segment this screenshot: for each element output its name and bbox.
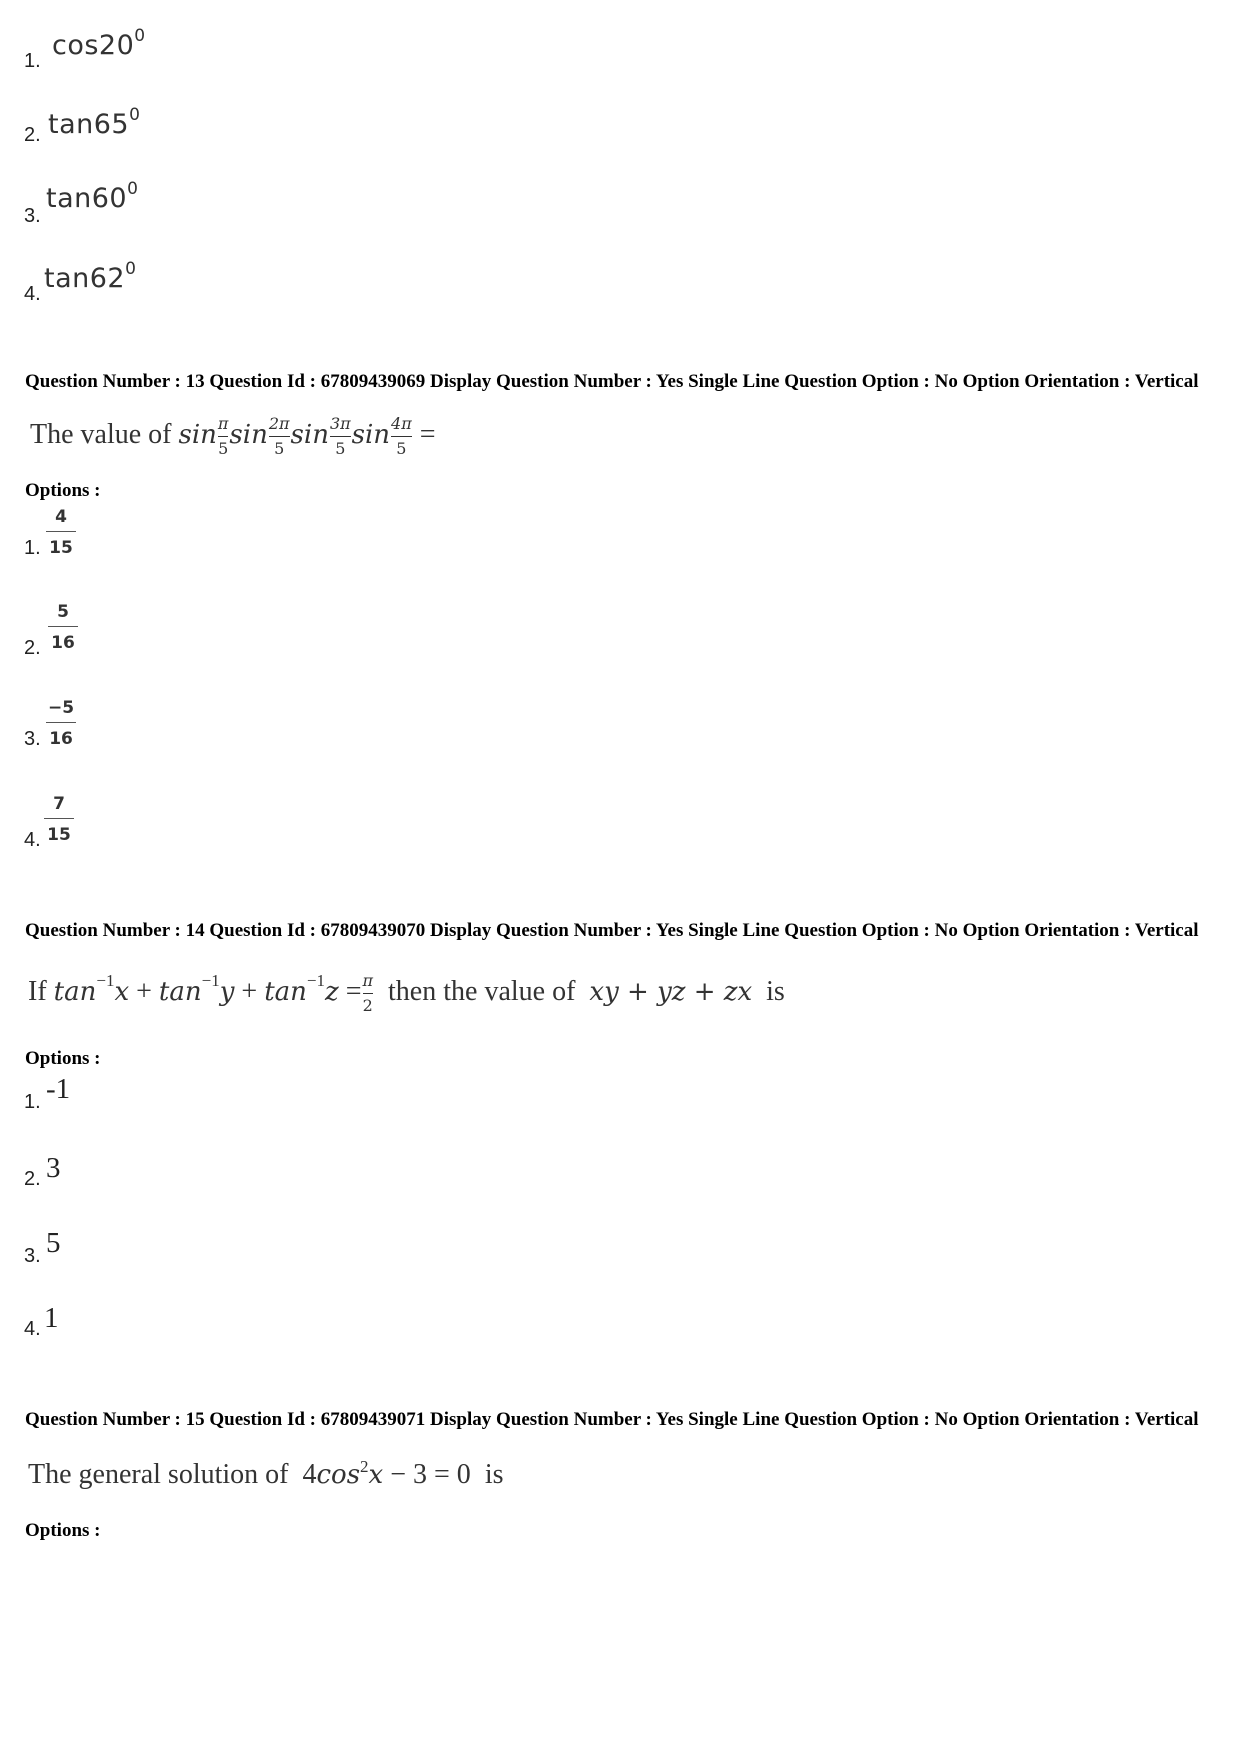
option-fraction: 7 15 [44,796,74,844]
option-fraction: 4 15 [46,509,76,557]
option-number: 2. [24,637,41,659]
fraction: $\frac{3\pi}{5}$ [329,414,351,458]
question-stem-15: The general solution of $4\cos^2x - 3 = 0$ is [28,1457,504,1490]
option-number: 2. [24,1168,41,1190]
option-number: 4. [24,829,41,851]
option-number: 1. [24,1091,41,1113]
question-stem-14: If $\tan^{-1}x + \tan^{-1}y + \tan^{-1}z$ = $\frac{\pi}{2}$ then the value of xy + yz + zx is [28,971,785,1015]
fraction: $\frac{4\pi}{5}$ [391,414,412,458]
option-fraction: −5 16 [48,698,75,749]
question-header-14: Question Number : 14 Question Id : 67809439070 Display Question Number : Yes Single Line Question Option : No Option Orientation : Vertical [25,920,1199,941]
option-value: $\tan 65^0$ [48,105,141,140]
fraction: $\frac{2\pi}{5}$ [268,414,290,458]
fraction: $\frac{\pi}{2}$ [362,971,374,1015]
options-label: Options : [25,1048,101,1069]
option-number: 3. [24,728,41,750]
question-stem-13: The value of sin $\frac{\pi}{5}$ sin $\frac{2\pi}{5}$ sin $\frac{3\pi}{5}$ sin $\frac{4\pi}{5}$ = [30,414,436,458]
options-label: Options : [25,1520,101,1541]
option-number: 1. [24,50,41,72]
option-number: 3. [24,1245,41,1267]
option-number: 3. [24,205,41,227]
option-value: $\cos 20^0$ [52,26,146,61]
question-header-13: Question Number : 13 Question Id : 67809439069 Display Question Number : Yes Single Line Question Option : No Option Orientation : Vertical [25,371,1199,392]
option-value: 5 [46,1227,61,1259]
option-value: $\tan 62^0$ [44,259,137,294]
option-value: -1 [46,1073,71,1105]
options-label: Options : [25,480,101,501]
question-header-15: Question Number : 15 Question Id : 67809439071 Display Question Number : Yes Single Line Question Option : No Option Orientation : Vertical [25,1409,1199,1430]
option-fraction: 5 16 [48,604,78,652]
option-value: $\tan 60^0$ [46,179,139,214]
option-number: 4. [24,1318,41,1340]
option-value: 1 [44,1302,59,1334]
option-number: 4. [24,283,41,305]
option-number: 1. [24,537,41,559]
option-number: 2. [24,124,41,146]
option-value: 3 [46,1152,61,1184]
fraction: $\frac{\pi}{5}$ [217,414,229,458]
